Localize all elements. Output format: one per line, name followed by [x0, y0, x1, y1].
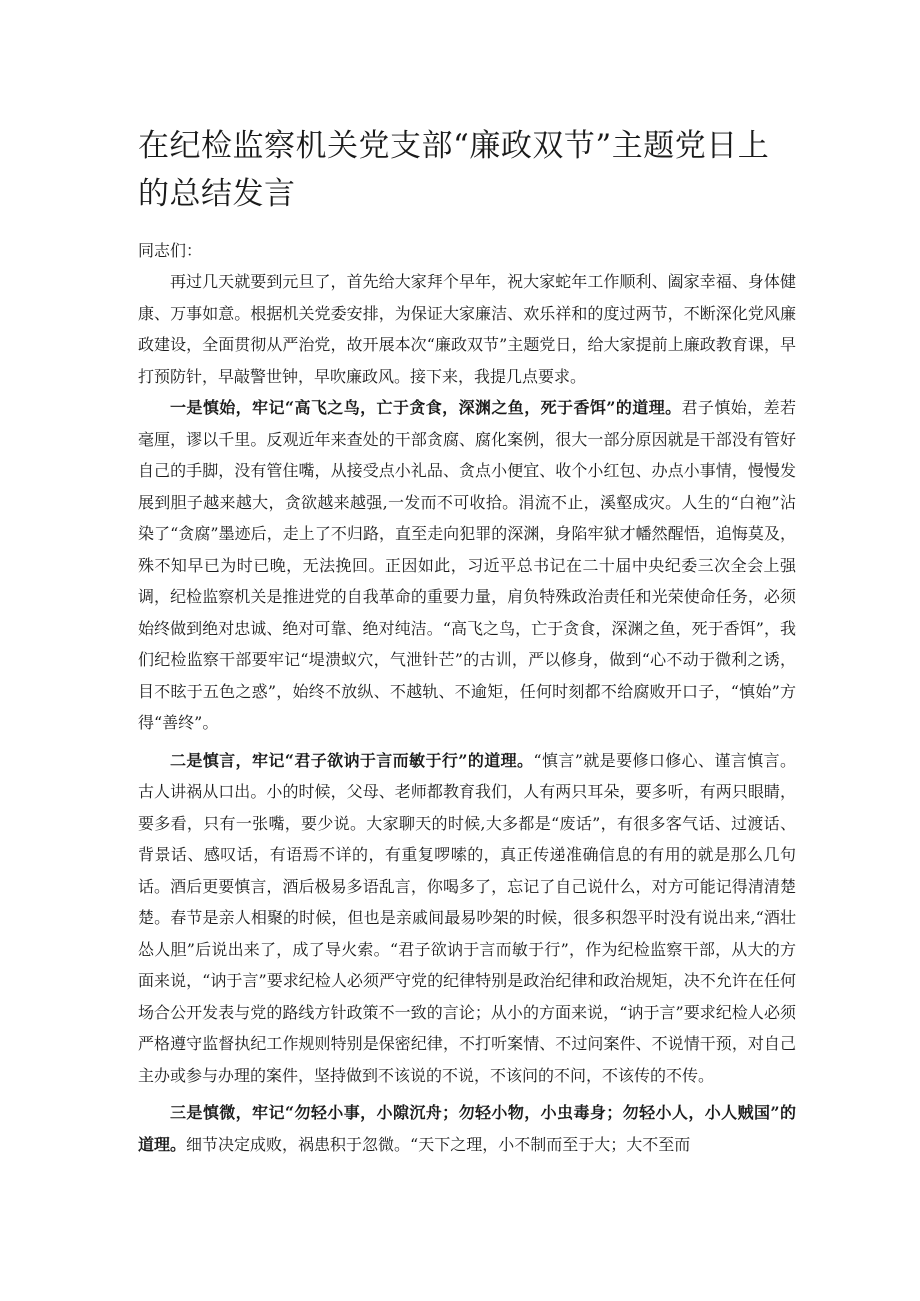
- paragraph-shen-shi: [138, 392, 796, 739]
- paragraph-body: 君子慎始，差若毫厘，谬以千里。反观近年来查处的干部贪腐、腐化案例，很大一部分原因就是干部没有管好自己的手脚，没有管住嘴，从接受点小礼品、贪点小便宜、收个小红包、办点小事情，慢慢发展到胆子越来越大，贪欲越来越强,一发而不可收拾。涓流不止，溪壑成灾。人生的“白袍”沾染了“贪腐”墨迹后，走上了不归路，直至走向犯罪的深渊，身陷牢狱才幡然醒悟，追悔莫及，殊不知早已为时已晚，无法挽回。正因如此，习近平总书记在二十届中央纪委三次全会上强调，纪检监察机关是推进党的自我革命的重要力量，肩负特殊政治责任和光荣使命任务，必须始终做到绝对忠诚、绝对可靠、绝对纯洁。“高飞之鸟，亡于贪食，深渊之鱼，死于香饵”，我们纪检监察干部要牢记“堤溃蚁穴，气泄针芒”的古训，严以修身，做到“心不动于微利之诱，目不眩于五色之惑”，始终不放纵、不越轨、不逾矩，任何时刻都不给腐败开口子，“慎始”方得“善终”。: [138, 398, 796, 732]
- document-title: 在纪检监察机关党支部“廉政双节”主题党日上的总结发言: [138, 128, 770, 212]
- paragraph-body: “慎言”就是要修口修心、谨言慎言。古人讲祸从口出。小的时候，父母、老师都教育我们，人有两只耳朵，要多听，有两只眼睛，要多看，只有一张嘴，要少说。大家聊天的时候,大多都是“废话”，有很多客气话、过渡话、背景话、感叹话，有语焉不详的，有重复啰嗦的，真正传递准确信息的有用的就是那么几句话。酒后更要慎言，酒后极易多语乱言，你喝多了，忘记了自己说什么，对方可能记得清清楚楚。春节是亲人相聚的时候，但也是亲戚间最易吵架的时候，很多积怨平时没有说出来,“酒壮怂人胆”后说出来了，成了导火索。“君子欲讷于言而敏于行”，作为纪检监察干部，从大的方面来说，“讷于言”要求纪检人必须严守党的纪律特别是政治纪律和政治规矩，决不允许在任何场合公开发表与党的路线方针政策不一致的言论；从小的方面来说，“讷于言”要求纪检人必须严格遵守监督执纪工作规则特别是保密纪律，不打听案情、不过问案件、不说情干预，对自己主办或参与办理的案件，坚持做到不该说的不说，不该问的不问，不该传的不传。: [138, 750, 796, 1085]
- document-page: [138, 122, 796, 1160]
- greeting: 同志们：: [138, 241, 203, 260]
- paragraph-body: 细节决定成败，祸患积于忽微。“天下之理，小不制而至于大；大不至而: [186, 1134, 691, 1154]
- paragraph-body: 再过几天就要到元旦了，首先给大家拜个早年，祝大家蛇年工作顺利、阖家幸福、身体健康、万事如意。根据机关党委安排，为保证大家廉洁、欢乐祥和的度过两节，不断深化党风廉政建设，全面贯彻从严治党，故开展本次“廉政双节”主题党日，给大家提前上廉政教育课，早打预防针，早敲警世钟，早吹廉政风。接下来，我提几点要求。: [138, 272, 796, 386]
- paragraph-lead: 三是慎微，牢记“勿轻小事，小隙沉舟；勿轻小物，小虫毒身；勿轻小人，小人贼国”的道理。: [138, 1103, 796, 1154]
- paragraph-intro: [138, 266, 796, 392]
- paragraph-shen-wei: [138, 1097, 796, 1160]
- paragraph-lead: 一是慎始，牢记“高飞之鸟，亡于贪食，深渊之鱼，死于香饵”的道理。: [170, 398, 682, 417]
- paragraph-lead: 二是慎言，牢记“君子欲讷于言而敏于行”的道理。: [170, 750, 534, 770]
- paragraph-shen-yan: [138, 745, 796, 1092]
